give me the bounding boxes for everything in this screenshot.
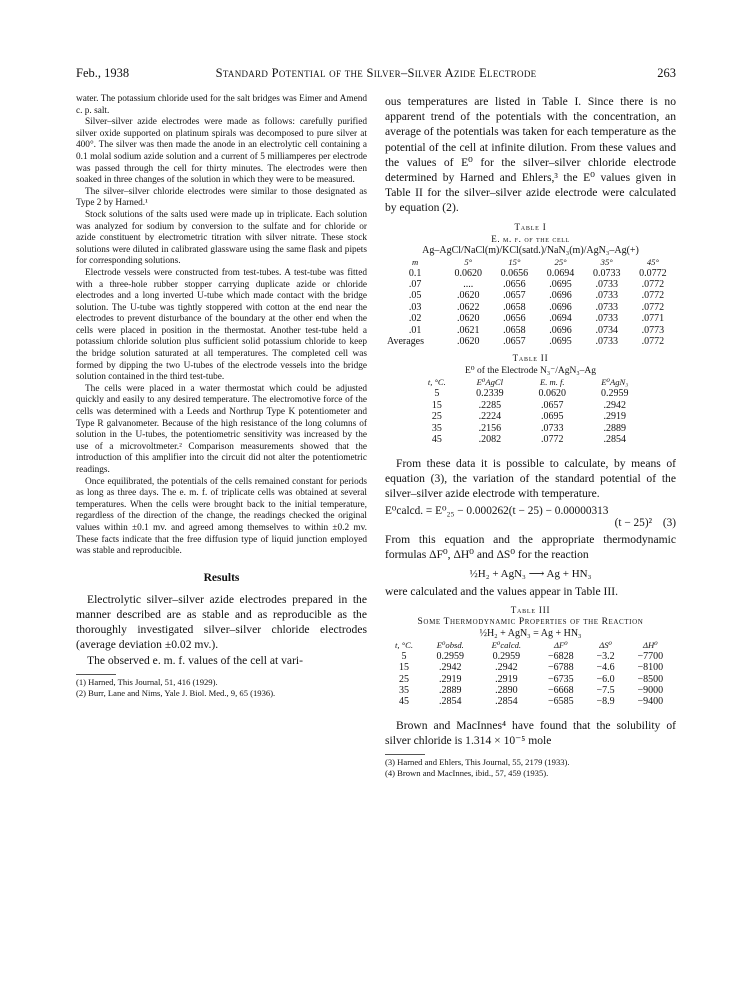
paragraph: Electrolytic silver–silver azide electrodes prepared in the manner described are as stable and as reproducible as the thoroughly investigated silver–silver chloride electrodes (average deviation ±0.02 mv.).	[76, 592, 367, 652]
cell: 25	[431, 411, 442, 423]
table-row	[415, 434, 646, 445]
cell: .2285	[478, 399, 502, 411]
paragraph: ous temperatures are listed in Table I. Since there is no apparent trend of the potentials with the concentration, an average of the potentials was taken for each temperature as the potential of the cell at infinite dilution. From these values and the values of E⁰ for the silver–silver chloride electrode determined by Harned and Ehlers,³ the E⁰ values given in Table II for the silver–silver azide electrode were calculated by equation (2).	[385, 95, 676, 215]
cell: −6.0	[596, 673, 615, 685]
cell: .02	[408, 313, 422, 325]
table-3	[385, 605, 676, 708]
table-subtitle: Some Thermodynamic Properties of the Reaction	[417, 616, 644, 627]
data-table	[385, 640, 676, 708]
footnote-rule	[385, 754, 425, 755]
cell: ....	[463, 279, 474, 291]
cell: .0696	[549, 301, 572, 313]
cell: .2854	[603, 434, 626, 446]
equation	[385, 504, 676, 529]
col-header: 45°	[646, 256, 659, 267]
cell: .2942	[495, 662, 518, 674]
paragraph: Stock solutions of the salts used were made up in triplicate. Each solution was analyzed for sodium by conversion to the sulfate and for chloride or azide constituent by electrometric titration with silver nitrate. These stock solutions were diluted in calibrated glassware using the same flask and pipets for corresponding solutions.	[76, 209, 367, 267]
col-header: t, °C.	[395, 639, 414, 650]
table-row	[385, 662, 676, 673]
data-table	[385, 257, 676, 348]
cell: 0.2959	[492, 650, 521, 662]
cell: .0695	[549, 279, 572, 291]
table-row	[385, 685, 676, 696]
table-row	[385, 279, 676, 290]
col-header: 5°	[464, 256, 473, 267]
cell: .0696	[549, 324, 572, 336]
equation-number: (3)	[662, 517, 676, 530]
cell: −6735	[548, 673, 574, 685]
cell: −8.9	[596, 696, 615, 708]
reaction-equation: ½H₂ + AgN₃ ⟶ Ag + HN₃	[469, 567, 592, 580]
cell: −8100	[637, 662, 664, 674]
cell: .0656	[503, 313, 526, 325]
cell: .0733	[595, 336, 618, 348]
left-column	[76, 94, 367, 699]
footnote-rule	[76, 674, 116, 675]
cell: .2156	[478, 422, 502, 434]
footnotes-right	[385, 754, 676, 779]
cell: −8500	[637, 673, 664, 685]
cell: .0657	[503, 290, 526, 302]
cell: −6585	[548, 696, 574, 708]
col-header: ΔF⁰	[553, 639, 568, 650]
col-header: t, °C.	[427, 377, 446, 388]
table-subtitle: E. m. f. of the cell	[491, 233, 570, 244]
table-row	[385, 696, 676, 707]
table-header-row	[385, 257, 676, 268]
cell: .2890	[495, 684, 518, 696]
cell: .05	[408, 290, 422, 302]
cell: Averages	[387, 336, 425, 348]
cell: 5	[434, 388, 440, 400]
paragraph: Electrode vessels were constructed from test-tubes. A test-tube was fitted with a three-hole rubber stopper carrying duplicate azide or chloride electrodes and a long inverted U-tube which made contact with the bridge solution. The U-tube was tightly stoppered with cotton at the end near the electrodes to prevent disturbance of the boundary at the other end when the cells were placed in position in the thermostat. Another test-tube held a potassium chloride solution plus sufficient solid potassium chloride to keep the bridge solution saturated at all temperatures. The completed cell was formed by dipping the two U-tubes of the electrode vessels into the bridge solution contained in the third test-tube.	[76, 267, 367, 383]
table-reaction: ½H₂ + AgN₃ = Ag + HN₃	[479, 627, 582, 639]
cell: .2224	[478, 411, 502, 423]
cell: .0772	[641, 279, 665, 291]
table-subtitle: E⁰ of the Electrode N₃⁻/AgN₃–Ag	[465, 366, 596, 377]
table-title: Table III	[510, 604, 551, 615]
cell: .03	[408, 301, 422, 313]
paragraph: The cells were placed in a water thermostat which could be adjusted quickly and easily to any desired temperature. The electromotive force of the cells was determined with a Leeds and Northrup Type K potentiometer and Type R galvanometer. Because of the high resistance of the long columns of solution in the U-tubes, the potentiometric sensitivity was increased by the use of a microvoltmeter.² Comparison measurements showed that the introduction of this amplifier into the circuit did not alter the potentiometric readings.	[76, 383, 367, 475]
page-number: 263	[657, 66, 676, 80]
cell: .2082	[478, 434, 502, 446]
equation-line: E⁰calcd. = E⁰₂₅ − 0.000262(t − 25) − 0.00000313	[385, 505, 609, 518]
cell: 5	[401, 650, 407, 662]
cell: 15	[431, 399, 442, 411]
header-date: Feb., 1938	[76, 66, 130, 80]
cell: 35	[431, 422, 442, 434]
table-row-averages	[385, 336, 676, 347]
cell: −6828	[548, 650, 574, 662]
paragraph: The observed e. m. f. values of the cell at vari-	[87, 653, 304, 667]
cell: −6788	[548, 662, 574, 674]
cell: 0.2959	[601, 388, 629, 400]
equation-line: (t − 25)²	[614, 517, 652, 530]
cell: .2889	[438, 684, 462, 696]
paragraph: From this equation and the appropriate thermodynamic formulas ΔF⁰, ΔH⁰ and ΔS⁰ for the reaction	[385, 533, 676, 562]
cell: 0.0694	[546, 267, 575, 279]
cell: 0.2959	[436, 650, 464, 662]
cell: .0694	[549, 313, 572, 325]
cell-formula: Ag–AgCl/NaCl(m)/KCl(satd.)/NaN₃(m)/AgN₃–Ag(+)	[422, 244, 639, 256]
col-header: 35°	[600, 256, 613, 267]
table-1	[385, 222, 676, 348]
table-row	[385, 313, 676, 324]
cell: .0658	[503, 301, 526, 313]
cell: .2919	[603, 411, 626, 423]
cell: .2889	[603, 422, 626, 434]
col-header: ΔH⁰	[643, 639, 658, 650]
cell: .0657	[541, 399, 564, 411]
cell: .0620	[456, 336, 480, 348]
cell: .0696	[549, 290, 572, 302]
header-title: Standard Potential of the Silver–Silver Azide Electrode	[215, 66, 537, 80]
paragraph: were calculated and the values appear in Table III.	[385, 584, 618, 598]
col-header: 15°	[508, 256, 521, 267]
cell: .0771	[641, 313, 665, 325]
cell: .0734	[595, 324, 618, 336]
cell: .0656	[503, 279, 526, 291]
cell: .0620	[456, 313, 480, 325]
footnote: (3) Harned and Ehlers, This Journal, 55, 2179 (1933).	[385, 757, 570, 768]
table-row	[415, 388, 646, 399]
cell: −7.5	[596, 684, 615, 696]
col-header: m	[411, 256, 419, 267]
table-row	[385, 290, 676, 301]
cell: −9000	[637, 684, 664, 696]
cell: .0733	[595, 313, 618, 325]
cell: .0695	[541, 411, 564, 423]
cell: .0772	[641, 301, 665, 313]
cell: 0.0733	[592, 267, 621, 279]
cell: 35	[399, 684, 410, 696]
table-row	[385, 325, 676, 336]
footnote: (1) Harned, This Journal, 51, 416 (1929).	[76, 676, 218, 687]
cell: 0.0620	[454, 267, 482, 279]
cell: −7700	[637, 650, 664, 662]
running-header	[76, 66, 676, 82]
cell: −3.2	[596, 650, 615, 662]
footnote: (4) Brown and MacInnes, ibid., 57, 459 (1935).	[385, 768, 549, 779]
cell: 45	[431, 434, 442, 446]
cell: .0695	[549, 336, 572, 348]
table-header-row	[415, 377, 646, 388]
footnote: (2) Burr, Lane and Nims, Yale J. Biol. Med., 9, 65 (1936).	[76, 687, 276, 698]
table-title: Table I	[514, 221, 547, 232]
cell: 45	[399, 696, 410, 708]
cell: .2919	[438, 673, 462, 685]
cell: .0772	[641, 290, 665, 302]
cell: 0.0656	[500, 267, 529, 279]
table-header-row	[385, 640, 676, 651]
paragraph: Once equilibrated, the potentials of the cells remained constant for periods as long as three days. The e. m. f. of triplicate cells was obtained at several temperatures. When the cells were brought back to the initial temperature, regardless of the direction of the change, the readings checked the original values within ±0.1 mv. and agreed among themselves to within ±0.2 mv. These facts indicate that the free diffusion type of liquid junction employed was stable and reproducible.	[76, 476, 367, 557]
right-column	[385, 94, 676, 779]
table-row	[385, 674, 676, 685]
cell: .0622	[456, 301, 480, 313]
cell: .2942	[438, 662, 462, 674]
paragraph: water. The potassium chloride used for the salt bridges was Eimer and Amend c. p. salt.	[76, 94, 367, 116]
table-row	[385, 268, 676, 279]
cell: .0733	[595, 279, 618, 291]
cell: 0.2339	[476, 388, 504, 400]
cell: 15	[399, 662, 410, 674]
cell: .07	[408, 279, 422, 291]
cell: 0.0772	[639, 267, 667, 279]
paragraph: The silver–silver chloride electrodes were similar to those designated as Type 2 by Harned.¹	[76, 186, 367, 209]
cell: −4.6	[596, 662, 615, 674]
cell: .0733	[595, 290, 618, 302]
cell: .0657	[503, 336, 526, 348]
paragraph: Brown and MacInnes⁴ have found that the solubility of silver chloride is 1.314 × 10⁻⁵ mole	[385, 718, 676, 747]
col-header: E⁰obsd.	[436, 639, 464, 650]
cell: .2854	[495, 696, 518, 708]
cell: .0773	[641, 324, 665, 336]
col-header: E⁰AgN₃	[601, 377, 629, 388]
cell: .01	[408, 324, 422, 336]
table-row	[415, 423, 646, 434]
cell: −6668	[548, 684, 574, 696]
cell: .2854	[438, 696, 462, 708]
cell: −9400	[637, 696, 664, 708]
col-header: 25°	[554, 256, 567, 267]
cell: 25	[399, 673, 410, 685]
cell: 0.0620	[538, 388, 567, 400]
cell: .0733	[595, 301, 618, 313]
table-2	[415, 353, 646, 445]
col-header: E⁰calcd.	[491, 639, 522, 650]
col-header: E⁰AgCl	[476, 377, 504, 388]
table-row	[415, 400, 646, 411]
cell: .0733	[541, 422, 564, 434]
cell: 0.1	[408, 267, 422, 279]
paragraph: Silver–silver azide electrodes were made as follows: carefully purified silver oxide supported on platinum spirals was decomposed to pure silver at 400°. The silver was then made the anode in an electrolytic cell containing a 0.1 molal sodium azide solution and a current of 5 milliamperes per electrode was passed through the cell for thirty minutes. The electrodes were then soaked in three changes of the solution in which they were to be measured.	[76, 117, 367, 186]
equation-line-2	[385, 517, 676, 529]
cell: .0772	[541, 434, 564, 446]
col-header: E. m. f.	[540, 377, 565, 388]
cell: .2919	[495, 673, 518, 685]
table-title: Table II	[512, 353, 549, 364]
cell: .0620	[456, 290, 480, 302]
cell: .2942	[603, 399, 626, 411]
table-row	[385, 651, 676, 662]
table-row	[415, 411, 646, 422]
data-table	[415, 377, 646, 445]
table-row	[385, 302, 676, 313]
cell: .0658	[503, 324, 526, 336]
section-heading-results: Results	[203, 571, 240, 584]
footnotes-left	[76, 674, 367, 699]
cell: .0621	[456, 324, 480, 336]
col-header: ΔS⁰	[599, 639, 612, 650]
paragraph: From these data it is possible to calculate, by means of equation (3), the variation of the standard potential of the silver–silver azide electrode with temperature.	[385, 456, 676, 500]
cell: .0772	[641, 336, 665, 348]
